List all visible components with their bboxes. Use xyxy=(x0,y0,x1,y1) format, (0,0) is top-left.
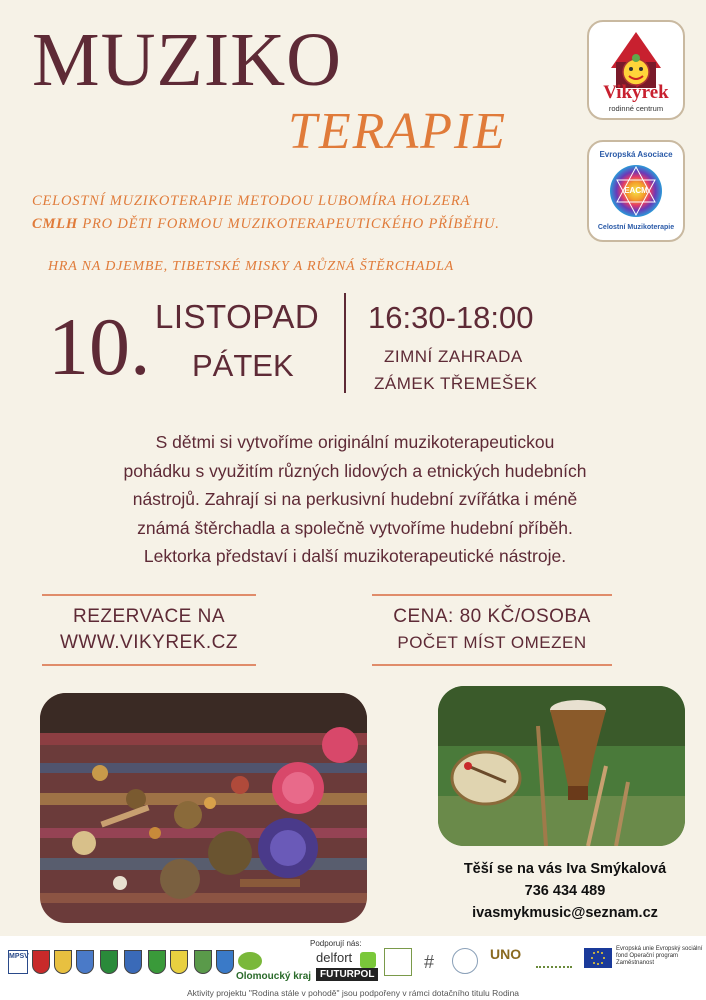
regional-logo xyxy=(384,948,412,976)
subtitle-line-3: HRA NA DJEMBE, TIBETSKÉ MISKY A RŮZNÁ ŠTĚRCHADLA xyxy=(48,259,455,274)
event-place-2: ZÁMEK TŘEMEŠEK xyxy=(374,374,538,393)
title-terapie: TERAPIE xyxy=(288,103,508,160)
contact-block xyxy=(430,858,700,924)
eacm-top-text: Evropská Asociace xyxy=(599,150,673,159)
crest-icon xyxy=(148,950,166,974)
rule xyxy=(42,664,256,666)
contact-email[interactable]: ivasmykmusic@seznam.cz xyxy=(472,905,658,921)
subtitle-cmlh: CMLH xyxy=(32,216,78,232)
eacm-bottom-text: Celostní Muzikoterapie xyxy=(597,224,675,231)
djembe-photo xyxy=(438,686,685,846)
crest-icon xyxy=(194,950,212,974)
event-place-1: ZIMNÍ ZAHRADA xyxy=(384,347,523,366)
ornament-icon xyxy=(536,954,572,968)
network-logo xyxy=(452,948,478,974)
description-line: nástrojů. Zahrají si na perkusivní hudební zvířátka i méně xyxy=(132,489,578,509)
vikyrek-logo xyxy=(587,20,685,120)
vikyrek-tag: rodinné centrum xyxy=(608,104,664,113)
contact-phone[interactable]: 736 434 489 xyxy=(524,883,606,899)
eacm-logo xyxy=(587,140,685,242)
crest-icon xyxy=(32,950,50,974)
event-day: 10. xyxy=(48,301,151,392)
event-divider xyxy=(344,293,346,393)
eu-flag-icon xyxy=(584,948,612,968)
contact-greeting: Těší se na vás Iva Smýkalová xyxy=(463,861,667,877)
event-time: 16:30-18:00 xyxy=(368,300,534,335)
crest-icon xyxy=(170,950,188,974)
description-line: známá štěrchadla a společně vytvoříme hudební příběh. xyxy=(137,517,573,538)
crest-icon xyxy=(216,950,234,974)
description-line: pohádku s využitím různých lidových a etnických hudebních xyxy=(123,460,587,481)
mpsv-logo: MPSV xyxy=(8,950,28,974)
event-month: LISTOPAD xyxy=(155,298,320,335)
subtitle-line-2 xyxy=(32,216,500,233)
eu-text: Evropská unie Evropský sociální fond Operační program Zaměstnanost xyxy=(616,946,703,966)
futurpol-logo: FUTURPOL xyxy=(316,968,378,981)
olomoucky-kraj-icon xyxy=(238,952,262,970)
crest-icon xyxy=(124,950,142,974)
description-line: S dětmi si vytvoříme originální muzikoterapeutickou xyxy=(155,432,555,452)
hashtag-icon: # xyxy=(424,952,435,972)
crest-icon xyxy=(54,950,72,974)
olomoucky-kraj-label: Olomoucký kraj xyxy=(236,971,312,982)
reservation-link[interactable]: WWW.VIKYREK.CZ xyxy=(60,632,238,653)
rule xyxy=(372,594,612,596)
rule xyxy=(42,594,256,596)
capacity-text: POČET MÍST OMEZEN xyxy=(397,633,587,652)
subtitle-line-2-rest: PRO DĚTI FORMOU MUZIKOTERAPEUTICKÉHO PŘÍBĚHU. xyxy=(77,216,500,232)
supported-by-label: Podporují nás: xyxy=(310,939,362,948)
eacm-center-text: EACM xyxy=(624,186,648,195)
delfort-logo: delfort xyxy=(316,950,353,965)
footer-note: Aktivity projektu "Rodina stále v pohodě" jsou podpořeny v rámci dotačního titulu Rodina xyxy=(186,988,520,998)
uno-logo: UNO xyxy=(490,946,522,962)
subtitle-line-1: CELOSTNÍ MUZIKOTERAPIE METODOU LUBOMÍRA HOLZERA xyxy=(32,193,471,209)
instruments-photo xyxy=(40,693,367,923)
vikyrek-name: Vikýrek xyxy=(603,82,669,103)
description xyxy=(60,428,650,571)
delfort-mark-icon xyxy=(360,952,376,968)
event-weekday: PÁTEK xyxy=(192,348,294,383)
crest-icon xyxy=(100,950,118,974)
title-muziko: MUZIKO xyxy=(32,18,342,102)
crest-icon xyxy=(76,950,94,974)
description-line: Lektorka představí i další muzikoterapeutické nástroje. xyxy=(143,546,567,566)
reservation-label: REZERVACE NA xyxy=(72,606,226,627)
price-text: CENA: 80 KČ/OSOBA xyxy=(393,606,591,627)
rule xyxy=(372,664,612,666)
